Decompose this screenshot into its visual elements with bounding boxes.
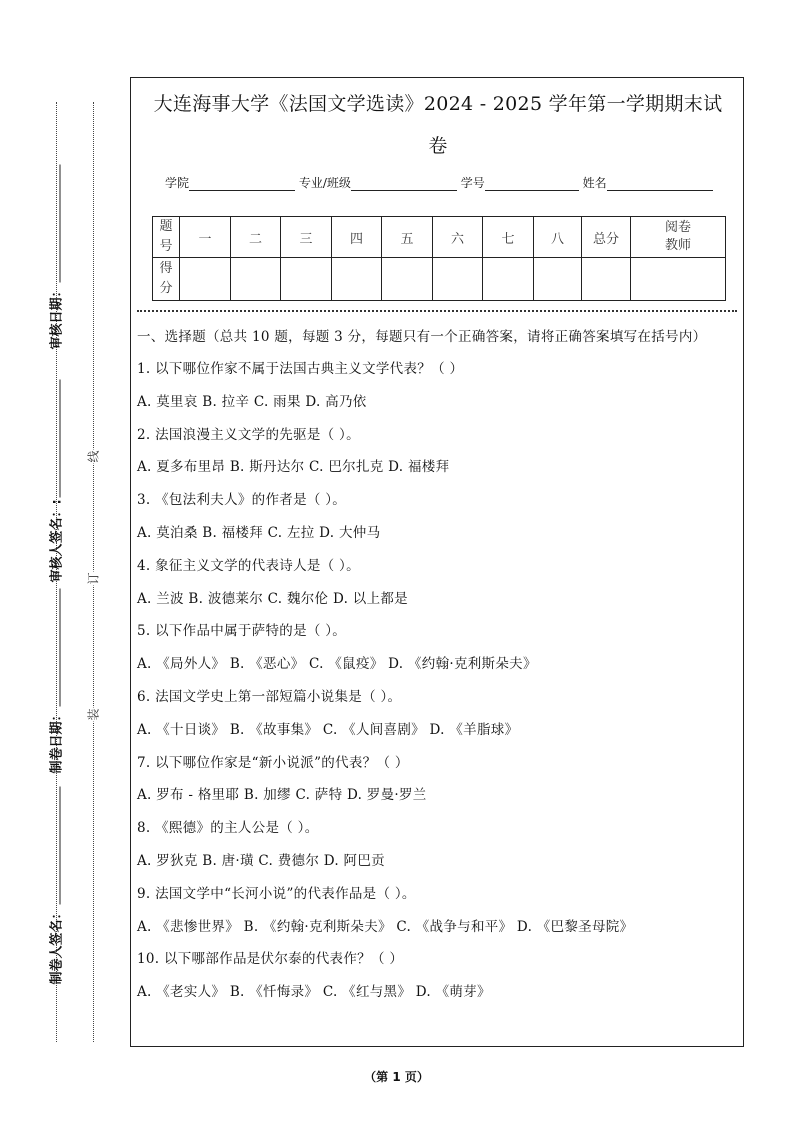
score-cell-total[interactable] bbox=[582, 258, 631, 301]
question-7: 7. 以下哪位作家是“新小说派”的代表？（ ） bbox=[137, 754, 409, 771]
question-7-options: A. 罗布 - 格里耶 B. 加缪 C. 萨特 D. 罗曼·罗兰 bbox=[137, 787, 427, 804]
question-number-header-text: 题 号 bbox=[159, 219, 173, 254]
exam-frame bbox=[130, 77, 744, 1047]
question-number-header bbox=[153, 217, 180, 258]
paper-made-date-blank[interactable] bbox=[48, 588, 61, 706]
question-3-options: A. 莫泊桑 B. 福楼拜 C. 左拉 D. 大仲马 bbox=[137, 524, 381, 541]
score-cell-4[interactable] bbox=[332, 258, 382, 301]
paper-maker-signature-label: 制卷人签名： bbox=[46, 775, 65, 985]
question-5-options: A. 《局外人》 B. 《恶心》 C. 《鼠疫》 D. 《约翰·克利斯朵夫》 bbox=[137, 656, 537, 673]
score-cell-8[interactable] bbox=[534, 258, 582, 301]
student-info-row bbox=[165, 174, 713, 191]
question-list bbox=[137, 353, 741, 1009]
reviewer-signature-blank[interactable] bbox=[48, 379, 61, 497]
score-cell-grader[interactable] bbox=[631, 258, 726, 301]
review-date-blank[interactable] bbox=[48, 164, 61, 282]
score-table bbox=[152, 216, 726, 301]
score-cell-7[interactable] bbox=[483, 258, 534, 301]
score-cell-1[interactable] bbox=[180, 258, 231, 301]
section-instruction: 一、选择题（总共 10 题，每题 3 分，每题只有一个正确答案，请将正确答案填写在括号内） bbox=[137, 329, 707, 345]
review-date-label: 审核日期： bbox=[46, 150, 65, 350]
col-header-5: 五 bbox=[382, 217, 433, 258]
question-2-options: A. 夏多布里昂 B. 斯丹达尔 C. 巴尔扎克 D. 福楼拜 bbox=[137, 459, 450, 476]
question-4-options: A. 兰波 B. 波德莱尔 C. 魏尔伦 D. 以上都是 bbox=[137, 590, 408, 607]
binding-mark-ding: 订 bbox=[86, 572, 101, 585]
score-cell-2[interactable] bbox=[231, 258, 281, 301]
score-table-score-row bbox=[153, 258, 726, 301]
reviewer-signature-label: 审核人签名：: bbox=[46, 373, 65, 583]
col-header-7: 七 bbox=[483, 217, 534, 258]
col-header-total: 总分 bbox=[582, 217, 631, 258]
student-id-label: 学号 bbox=[460, 176, 485, 190]
exam-title-line1: 大连海事大学《法国文学选读》2024 - 2025 学年第一学期期末试 bbox=[153, 93, 723, 115]
question-8: 8. 《熙德》的主人公是（ ）。 bbox=[137, 820, 319, 837]
grader-header-text: 阅卷 教师 bbox=[664, 220, 691, 253]
col-header-2: 二 bbox=[231, 217, 281, 258]
score-header-text: 得 分 bbox=[159, 261, 173, 296]
col-header-1: 一 bbox=[180, 217, 231, 258]
question-6-options: A. 《十日谈》 B. 《故事集》 C. 《人间喜剧》 D. 《羊脂球》 bbox=[137, 721, 519, 738]
question-9: 9. 法国文学中“长河小说”的代表作品是（ ）。 bbox=[137, 885, 416, 902]
question-3: 3. 《包法利夫人》的作者是（ ）。 bbox=[137, 492, 347, 509]
paper-made-date-label: 制卷日期： bbox=[46, 574, 65, 774]
col-header-6: 六 bbox=[433, 217, 483, 258]
dotted-separator bbox=[137, 310, 737, 312]
question-10-options: A. 《老实人》 B. 《忏悔录》 C. 《红与黑》 D. 《萌芽》 bbox=[137, 984, 491, 1001]
score-cell-3[interactable] bbox=[281, 258, 332, 301]
binding-mark-xian: 线 bbox=[86, 450, 101, 463]
score-table-header-row bbox=[153, 217, 726, 258]
score-header bbox=[153, 258, 180, 301]
question-9-options: A. 《悲惨世界》 B. 《约翰·克利斯朵夫》 C. 《战争与和平》 D. 《巴黎圣母院》 bbox=[137, 918, 634, 935]
question-8-options: A. 罗狄克 B. 唐·璜 C. 费德尔 D. 阿巴贡 bbox=[137, 852, 385, 869]
question-6: 6. 法国文学史上第一部短篇小说集是（ ）。 bbox=[137, 688, 402, 705]
student-id-field[interactable] bbox=[485, 177, 579, 191]
question-1-options: A. 莫里哀 B. 拉辛 C. 雨果 D. 高乃依 bbox=[137, 393, 367, 410]
question-10: 10. 以下哪部作品是伏尔泰的代表作？（ ） bbox=[137, 951, 404, 968]
question-1: 1. 以下哪位作家不属于法国古典主义文学代表？（ ） bbox=[137, 361, 464, 377]
binding-mark-zhuang: 装 bbox=[86, 708, 101, 721]
page-number: （第 1 页） bbox=[364, 1070, 429, 1084]
question-2: 2. 法国浪漫主义文学的先驱是（ ）。 bbox=[137, 426, 360, 443]
name-field[interactable] bbox=[607, 177, 713, 191]
name-label: 姓名 bbox=[582, 176, 607, 190]
col-header-3: 三 bbox=[281, 217, 332, 258]
college-field[interactable] bbox=[189, 177, 295, 191]
col-header-4: 四 bbox=[332, 217, 382, 258]
major-class-label: 专业/班级 bbox=[298, 176, 351, 190]
question-5: 5. 以下作品中属于萨特的是（ ）。 bbox=[137, 623, 347, 640]
col-header-grader bbox=[631, 217, 726, 258]
major-class-field[interactable] bbox=[351, 177, 457, 191]
col-header-8: 八 bbox=[534, 217, 582, 258]
question-4: 4. 象征主义文学的代表诗人是（ ）。 bbox=[137, 557, 360, 574]
paper-maker-signature-blank[interactable] bbox=[48, 786, 61, 904]
college-label: 学院 bbox=[165, 176, 190, 190]
question-section bbox=[137, 326, 741, 1009]
exam-title-line2: 卷 bbox=[428, 135, 448, 157]
score-cell-6[interactable] bbox=[433, 258, 483, 301]
score-cell-5[interactable] bbox=[382, 258, 433, 301]
